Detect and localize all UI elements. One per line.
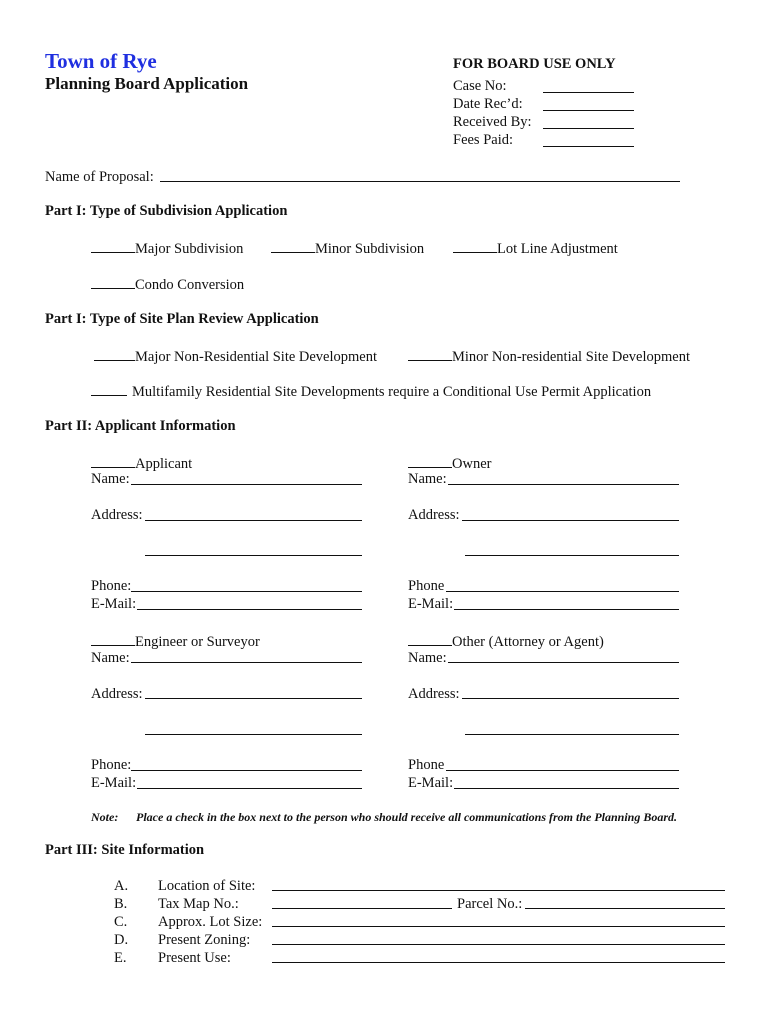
lot-size-field[interactable] (272, 926, 725, 927)
option-minor-subdivision[interactable] (271, 238, 424, 258)
option-label: Multifamily Residential Site Developments require a Conditional Use Permit Application (132, 384, 652, 400)
option-major-nonresidential[interactable] (94, 346, 377, 366)
engineer-phone-label: Phone: (91, 757, 132, 773)
checkbox-blank[interactable] (91, 631, 135, 646)
option-label: Owner (452, 456, 492, 472)
checkbox-blank[interactable] (91, 453, 135, 468)
option-label: Engineer or Surveyor (135, 634, 260, 650)
present-use-field[interactable] (272, 962, 725, 963)
other-address-field-2[interactable] (465, 734, 679, 735)
option-label: Condo Conversion (135, 277, 245, 293)
other-name-field[interactable] (448, 662, 679, 663)
item-letter: B. (114, 896, 128, 912)
option-label: Major Non-Residential Site Development (135, 349, 378, 365)
owner-email-label: E-Mail: (408, 596, 454, 612)
owner-name-label: Name: (408, 471, 447, 487)
applicant-email-label: E-Mail: (91, 596, 137, 612)
date-recd-field[interactable] (543, 110, 634, 111)
tax-map-field[interactable] (272, 908, 452, 909)
other-name-label: Name: (408, 650, 447, 666)
parcel-field[interactable] (525, 908, 725, 909)
case-no-field[interactable] (543, 92, 634, 93)
proposal-field[interactable] (160, 181, 680, 182)
engineer-phone-field[interactable] (131, 770, 362, 771)
option-multifamily[interactable] (91, 381, 651, 401)
owner-name-field[interactable] (448, 484, 679, 485)
siteplan-heading: Part I: Type of Site Plan Review Application (45, 311, 319, 327)
proposal-label: Name of Proposal: (45, 169, 154, 185)
other-phone-field[interactable] (446, 770, 679, 771)
tax-map-label: Tax Map No.: (158, 896, 239, 912)
checkbox-blank[interactable] (408, 346, 452, 361)
date-recd-label: Date Rec’d: (453, 96, 523, 112)
engineer-email-label: E-Mail: (91, 775, 137, 791)
option-label: Major Subdivision (135, 241, 244, 257)
applicant-address-field-2[interactable] (145, 555, 362, 556)
option-label: Minor Non-residential Site Development (452, 349, 690, 365)
site-info-heading: Part III: Site Information (45, 842, 205, 858)
applicant-address-field[interactable] (145, 520, 362, 521)
checkbox-blank[interactable] (91, 381, 127, 396)
subdivision-heading: Part I: Type of Subdivision Application (45, 203, 288, 219)
option-label: Applicant (135, 456, 193, 472)
engineer-address-label: Address: (91, 686, 143, 702)
option-minor-nonresidential[interactable] (408, 346, 690, 366)
owner-phone-field[interactable] (446, 591, 679, 592)
applicant-address-label: Address: (91, 507, 143, 523)
engineer-address-field-2[interactable] (145, 734, 362, 735)
checkbox-blank[interactable] (453, 238, 497, 253)
owner-email-field[interactable] (454, 609, 679, 610)
received-by-field[interactable] (543, 128, 634, 129)
lot-size-label: Approx. Lot Size: (158, 914, 263, 930)
option-lot-line-adjustment[interactable] (453, 238, 618, 258)
checkbox-blank[interactable] (408, 631, 452, 646)
zoning-label: Present Zoning: (158, 932, 251, 948)
note-label: Note: (91, 810, 119, 824)
owner-address-field-2[interactable] (465, 555, 679, 556)
town-title: Town of Rye (45, 49, 157, 73)
zoning-field[interactable] (272, 944, 725, 945)
engineer-option[interactable] (91, 631, 260, 651)
owner-address-field[interactable] (462, 520, 679, 521)
other-email-field[interactable] (454, 788, 679, 789)
checkbox-blank[interactable] (408, 453, 452, 468)
option-label: Minor Subdivision (315, 241, 425, 257)
item-letter: E. (114, 950, 127, 966)
applicant-email-field[interactable] (137, 609, 362, 610)
other-phone-label: Phone (408, 757, 445, 773)
applicant-name-field[interactable] (131, 484, 362, 485)
applicant-name-label: Name: (91, 471, 130, 487)
checkbox-blank[interactable] (94, 346, 135, 361)
location-field[interactable] (272, 890, 725, 891)
engineer-name-field[interactable] (131, 662, 362, 663)
other-email-label: E-Mail: (408, 775, 454, 791)
received-by-label: Received By: (453, 114, 532, 130)
location-label: Location of Site: (158, 878, 256, 894)
checkbox-blank[interactable] (271, 238, 315, 253)
other-address-label: Address: (408, 686, 460, 702)
applicant-phone-field[interactable] (131, 591, 362, 592)
other-address-field[interactable] (462, 698, 679, 699)
owner-phone-label: Phone (408, 578, 445, 594)
option-label: Lot Line Adjustment (497, 241, 618, 257)
owner-address-label: Address: (408, 507, 460, 523)
present-use-label: Present Use: (158, 950, 231, 966)
note-text: Place a check in the box next to the person who should receive all communications from the Planning Board. (136, 810, 678, 824)
engineer-email-field[interactable] (137, 788, 362, 789)
applicant-info-heading: Part II: Applicant Information (45, 418, 236, 434)
applicant-phone-label: Phone: (91, 578, 132, 594)
item-letter: C. (114, 914, 128, 930)
option-major-subdivision[interactable] (91, 238, 243, 258)
checkbox-blank[interactable] (91, 238, 135, 253)
option-label: Other (Attorney or Agent) (452, 634, 604, 650)
item-letter: A. (114, 878, 129, 894)
case-no-label: Case No: (453, 78, 507, 94)
fees-paid-label: Fees Paid: (453, 132, 514, 148)
board-use-heading: FOR BOARD USE ONLY (453, 56, 616, 72)
fees-paid-field[interactable] (543, 146, 634, 147)
parcel-label: Parcel No.: (457, 896, 523, 912)
form-title: Planning Board Application (45, 74, 249, 93)
option-condo-conversion[interactable] (91, 274, 244, 294)
engineer-name-label: Name: (91, 650, 130, 666)
other-option[interactable] (408, 631, 604, 651)
engineer-address-field[interactable] (145, 698, 362, 699)
item-letter: D. (114, 932, 129, 948)
checkbox-blank[interactable] (91, 274, 135, 289)
